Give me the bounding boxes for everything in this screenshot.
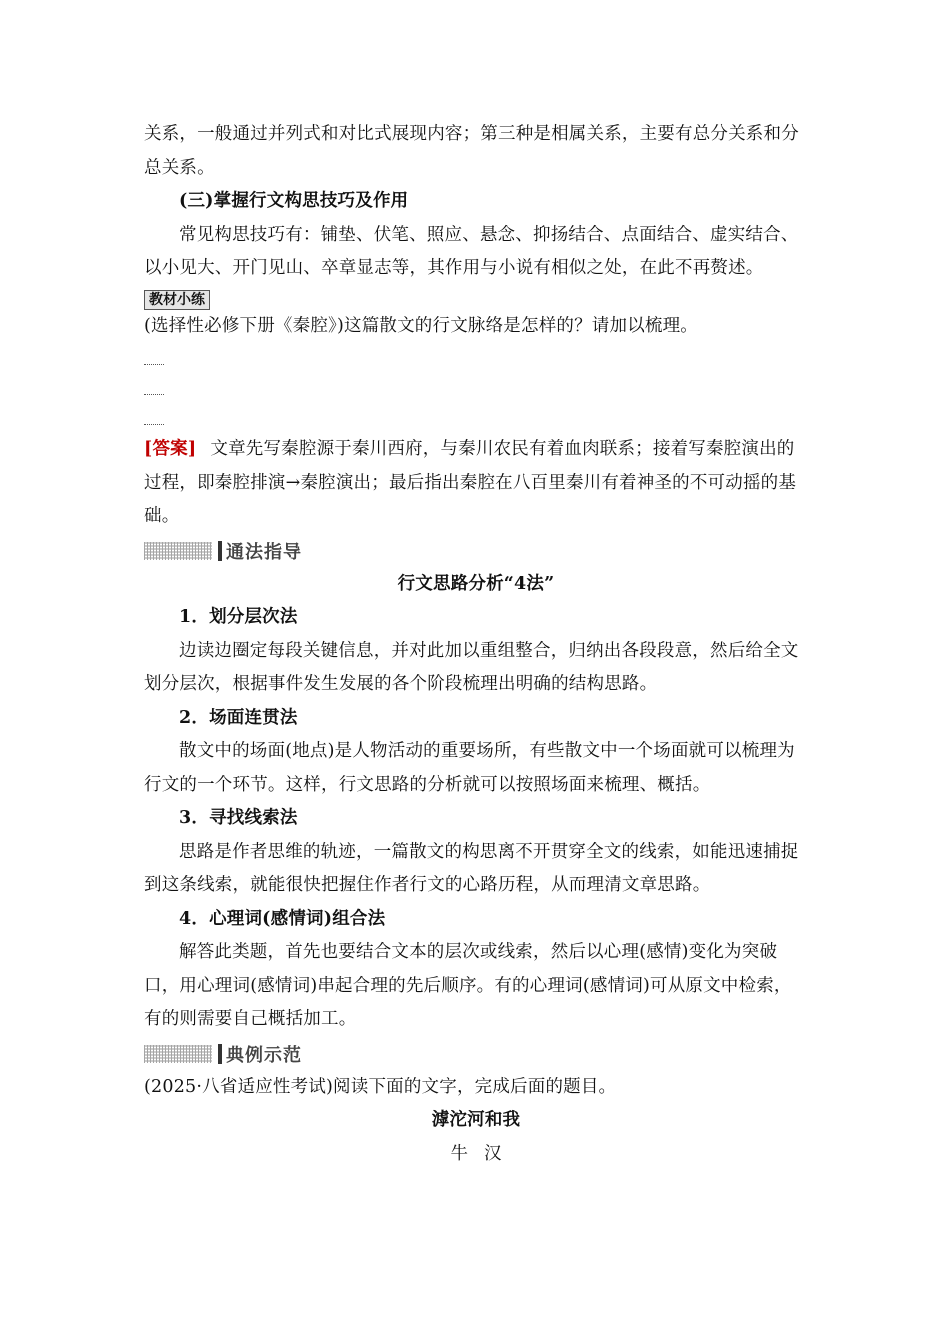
exercise-tag: 教材小练: [144, 290, 210, 310]
method-2-title: 2．场面连贯法: [179, 707, 298, 728]
answer-blank-line: [144, 343, 808, 373]
section-header-example: [144, 1037, 808, 1071]
method-3-title: 3．寻找线索法: [179, 808, 298, 828]
answer-blank-line: [144, 373, 808, 403]
exercise-tag-row: [144, 286, 808, 310]
section-stripes-decoration: [144, 1045, 212, 1063]
paragraph-techniques: 常见构思技巧有：铺垫、伏笔、照应、悬念、抑扬结合、点面结合、虚实结合、以小见大、开门见山、卒章显志等，其作用与小说有相似之处，在此不再赘述。: [144, 224, 799, 278]
exercise-question-text: (选择性必修下册《秦腔》)这篇散文的行文脉络是怎样的？请加以梳理。: [144, 315, 699, 336]
answer-label: [答案]: [144, 439, 197, 459]
example-intro: [144, 1071, 808, 1105]
document-page: [144, 118, 808, 1171]
section-stripes-decoration: [144, 542, 212, 560]
section-header-method: [144, 534, 808, 568]
paragraph-relations: 关系，一般通过并列式和对比式展现内容；第三种是相属关系，主要有总分关系和分总关系。: [144, 124, 799, 178]
answer-paragraph: [144, 433, 808, 534]
heading-techniques: (三)掌握行文构思技巧及作用: [179, 191, 409, 211]
article-author: 牛汉: [450, 1143, 518, 1164]
method-title: 行文思路分析“4法”: [397, 573, 555, 594]
method-3-text: 思路是作者思维的轨迹，一篇散文的构思离不开贯穿全文的线索，如能迅速捕捉到这条线索，就能很快把握住作者行文的心路历程，从而理清文章思路。: [144, 841, 799, 895]
method-4-title: 4．心理词(感情词)组合法: [179, 908, 386, 929]
section-bar-decoration: [218, 1044, 222, 1064]
article-title: 滹沱河和我: [431, 1110, 521, 1130]
section-title-example: 典例示范: [226, 1044, 302, 1066]
section-title-method: 通法指导: [226, 541, 302, 563]
section-bar-decoration: [218, 541, 222, 561]
method-1-title: 1．划分层次法: [179, 607, 298, 627]
method-4-text: 解答此类题，首先也要结合文本的层次或线索，然后以心理(感情)变化为突破口，用心理词(感情词)串起合理的先后顺序。有的心理词(感情词)可从原文中检索，有的则需要自己概括加工。: [144, 942, 792, 1029]
method-2-text: 散文中的场面(地点)是人物活动的重要场所，有些散文中一个场面就可以梳理为行文的一个环节。这样，行文思路的分析就可以按照场面来梳理、概括。: [144, 741, 795, 795]
exercise-question: [144, 310, 808, 344]
answer-blank-line: [144, 403, 808, 433]
example-intro-text: (2025·八省适应性考试)阅读下面的文字，完成后面的题目。: [144, 1076, 617, 1097]
answer-text: 文章先写秦腔源于秦川西府，与秦川农民有着血肉联系；接着写秦腔演出的过程，即秦腔排演→秦腔演出；最后指出秦腔在八百里秦川有着神圣的不可动摇的基础。: [144, 439, 797, 526]
method-1-text: 边读边圈定每段关键信息，并对此加以重组整合，归纳出各段段意，然后给全文划分层次，根据事件发生发展的各个阶段梳理出明确的结构思路。: [144, 640, 799, 694]
